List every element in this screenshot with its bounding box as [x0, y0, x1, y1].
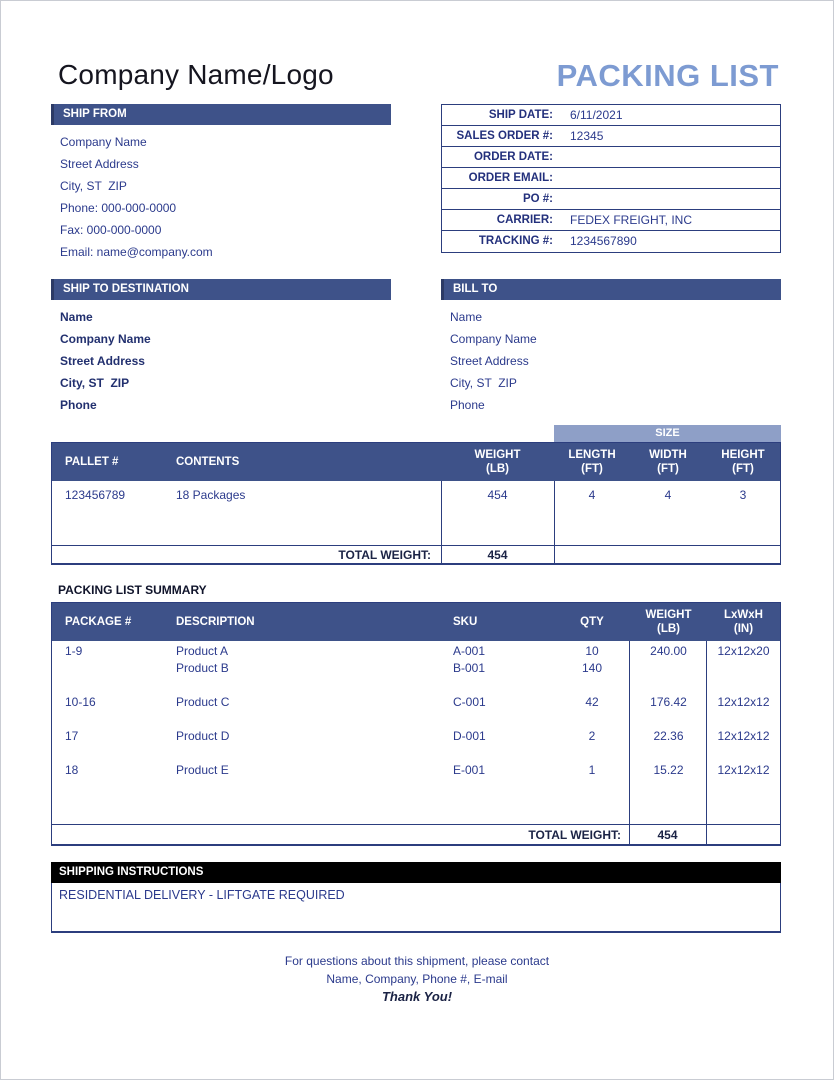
pallet-table-header — [52, 443, 780, 481]
order-email-label: ORDER EMAIL: — [468, 172, 553, 184]
ship-to-section — [51, 279, 391, 416]
package-cell: 1-9 — [65, 644, 83, 658]
footer-contact-details: Name, Company, Phone #, E-mail — [326, 972, 508, 986]
ship-from-header: SHIP FROM — [51, 104, 391, 125]
order-info-row-po — [442, 189, 780, 210]
bill-to-company: Company Name — [450, 332, 537, 346]
qty-cell: 2 — [588, 729, 596, 743]
pallet-width-cell: 4 — [664, 488, 672, 502]
description-cell: Product D — [176, 729, 230, 743]
sales-order-value: 12345 — [570, 129, 604, 143]
bill-to-section — [441, 279, 781, 416]
contents-col-header: CONTENTS — [176, 456, 240, 468]
footer-thank-you: Thank You! — [381, 989, 453, 1004]
dims-cell: 12x12x20 — [717, 644, 770, 658]
ship-to-city: City, ST ZIP — [60, 376, 130, 390]
shipping-instructions-box — [51, 883, 781, 933]
dims-cell: 12x12x12 — [717, 763, 770, 777]
ship-from-fax: Fax: 000-000-0000 — [60, 223, 162, 237]
footer-contact-line: For questions about this shipment, please contact — [284, 954, 550, 968]
bill-to-lines — [441, 306, 781, 416]
bill-to-phone: Phone — [450, 398, 485, 412]
package-cell: 18 — [65, 763, 79, 777]
description-cell: Product C — [176, 695, 230, 709]
shipping-instructions-header: SHIPPING INSTRUCTIONS — [51, 862, 781, 883]
summary-table — [51, 602, 781, 846]
package-cell: 10-16 — [65, 695, 96, 709]
sku-cell: C-001 — [453, 695, 486, 709]
weight-cell: 176.42 — [650, 695, 687, 709]
pallet-total-label: TOTAL WEIGHT: — [338, 547, 431, 562]
summary-total-label: TOTAL WEIGHT: — [528, 827, 621, 842]
carrier-label: CARRIER: — [496, 214, 553, 226]
ship-from-street: Street Address — [60, 157, 139, 171]
summary-dims-col-divider — [706, 641, 707, 844]
package-cell: 17 — [65, 729, 79, 743]
order-info-row-ship-date — [442, 105, 780, 126]
ship-to-header: SHIP TO DESTINATION — [51, 279, 391, 300]
ship-to-lines — [51, 306, 391, 416]
tracking-value: 1234567890 — [570, 234, 637, 248]
ship-date-label: SHIP DATE: — [488, 109, 553, 121]
sku-cell: A-001 B-001 — [453, 644, 486, 675]
weight-cell: 240.00 — [650, 644, 687, 658]
bill-to-header: BILL TO — [441, 279, 781, 300]
order-info-row-sales-order — [442, 126, 780, 147]
dims-cell: 12x12x12 — [717, 695, 770, 709]
pallet-weight-col-divider — [441, 481, 442, 563]
ship-to-street: Street Address — [60, 354, 145, 368]
sku-cell: E-001 — [453, 763, 486, 777]
length-col-header: LENGTH (FT) — [568, 449, 616, 475]
qty-col-header: QTY — [580, 616, 604, 628]
shipping-instructions-text: RESIDENTIAL DELIVERY - LIFTGATE REQUIRED — [59, 888, 345, 902]
order-info-row-order-date — [442, 147, 780, 168]
ship-to-name: Name — [60, 310, 93, 324]
pallet-col-header: PALLET # — [65, 456, 119, 468]
package-col-header: PACKAGE # — [65, 616, 132, 628]
bill-to-name: Name — [450, 310, 483, 324]
pallet-table — [51, 425, 781, 565]
company-logo-title: Company Name/Logo — [58, 59, 334, 90]
order-email-value — [560, 168, 780, 188]
pallet-table-row — [52, 481, 780, 545]
ship-from-email: Email: name@company.com — [60, 245, 213, 259]
pallet-total-weight: 454 — [487, 547, 508, 562]
order-info-row-carrier — [442, 210, 780, 231]
ship-to-phone: Phone — [60, 398, 97, 412]
ship-from-company: Company Name — [60, 135, 147, 149]
summary-row-1 — [52, 643, 780, 677]
description-col-header: DESCRIPTION — [176, 616, 255, 628]
pallet-total-row — [52, 545, 780, 563]
summary-table-header — [52, 603, 780, 641]
pallet-weight-cell: 454 — [487, 488, 508, 502]
summary-total-row — [52, 824, 780, 844]
weight-cell: 22.36 — [653, 729, 684, 743]
width-col-header: WIDTH (FT) — [649, 449, 687, 475]
bill-to-city: City, ST ZIP — [450, 376, 517, 390]
order-info-row-order-email — [442, 168, 780, 189]
summary-row-3 — [52, 728, 780, 745]
ship-from-phone: Phone: 000-000-0000 — [60, 201, 177, 215]
summary-row-4 — [52, 762, 780, 779]
size-group-header: SIZE — [554, 425, 781, 442]
summary-weight-col-divider — [629, 641, 630, 844]
document-title: PACKING LIST — [556, 58, 779, 93]
footer-note — [1, 952, 833, 1006]
po-label: PO #: — [522, 193, 553, 205]
pallet-table-grid — [51, 442, 781, 565]
po-value — [560, 189, 780, 209]
order-info-row-tracking — [442, 231, 780, 252]
summary-total-weight: 454 — [657, 827, 678, 842]
dims-col-header: LxWxH (IN) — [724, 609, 763, 635]
description-cell: Product E — [176, 763, 229, 777]
summary-title: PACKING LIST SUMMARY — [58, 583, 207, 597]
carrier-value: FEDEX FREIGHT, INC — [570, 213, 693, 227]
tracking-label: TRACKING #: — [478, 235, 553, 247]
dims-cell: 12x12x12 — [717, 729, 770, 743]
summary-table-body — [52, 641, 780, 824]
pallet-length-cell: 4 — [588, 488, 596, 502]
bill-to-street: Street Address — [450, 354, 529, 368]
contents-cell: 18 Packages — [176, 488, 246, 502]
sales-order-label: SALES ORDER #: — [456, 130, 553, 142]
order-date-value — [560, 147, 780, 167]
summary-row-2 — [52, 694, 780, 711]
sku-cell: D-001 — [453, 729, 486, 743]
pallet-size-col-divider — [554, 481, 555, 563]
description-cell: Product A Product B — [176, 644, 229, 675]
height-col-header: HEIGHT (FT) — [721, 449, 765, 475]
ship-from-lines — [51, 131, 391, 263]
weight-col-header: WEIGHT (LB) — [474, 449, 521, 475]
pallet-number-cell: 123456789 — [65, 488, 126, 502]
summary-table-grid — [51, 602, 781, 846]
pallet-height-cell: 3 — [739, 488, 747, 502]
qty-cell: 42 — [585, 695, 599, 709]
qty-cell: 1 — [588, 763, 596, 777]
ship-date-value: 6/11/2021 — [570, 108, 623, 122]
qty-cell: 10 140 — [581, 644, 603, 675]
ship-from-section — [51, 104, 391, 263]
sku-col-header: SKU — [453, 616, 478, 628]
ship-from-city: City, ST ZIP — [60, 179, 127, 193]
shipping-instructions-section — [51, 862, 781, 883]
summary-weight-col-header: WEIGHT (LB) — [645, 609, 692, 635]
order-date-label: ORDER DATE: — [473, 151, 553, 163]
weight-cell: 15.22 — [653, 763, 684, 777]
order-info-table — [441, 104, 781, 253]
ship-to-company: Company Name — [60, 332, 151, 346]
